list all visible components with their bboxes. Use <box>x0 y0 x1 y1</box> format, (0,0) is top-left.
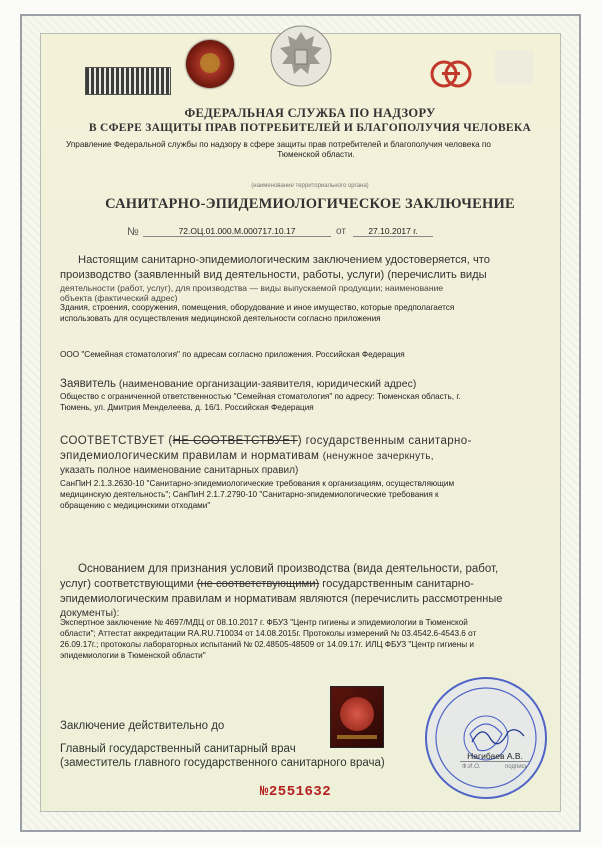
applicant-label-rest: (наименование организации-заявителя, юридический адрес) <box>118 378 417 390</box>
chief-line-1: Главный государственный санитарный врач <box>60 743 296 755</box>
conformity-line-2a: эпидемиологическим правилам и нормативам <box>60 450 320 462</box>
certify-line-3: деятельности (работ, услуг), для производства — виды выпускаемой продукции; наименование <box>60 283 444 293</box>
certify-line-1: Настоящим санитарно-эпидемиологическим заключением удостоверяется, что <box>78 254 491 266</box>
grounds-line-2b: государственным санитарно- <box>322 578 474 590</box>
date-label: от <box>336 226 346 237</box>
signature-icon <box>468 720 528 750</box>
certificate-number: 72.ОЦ.01.000.М.000717.10.17 <box>143 226 331 237</box>
applicant-line-1: Общество с ограниченной ответственностью "Семейная стоматология" по адресу: Тюменская область, г. <box>60 392 461 401</box>
organization-line: ООО "Семейная стоматология" по адресам согласно приложения. Российская Федерация <box>60 350 405 359</box>
security-strip <box>85 67 171 95</box>
coat-of-arms-icon <box>262 18 340 94</box>
certify-line-4: объекта (фактический адрес) <box>60 293 178 303</box>
agency-line-1: ФЕДЕРАЛЬНАЯ СЛУЖБА ПО НАДЗОРУ <box>184 106 436 120</box>
certify-line-2: производство (заявленный вид деятельности, работы, услуги) (перечислить виды <box>60 269 487 281</box>
office-line-1: Управление Федеральной службы по надзору в сфере защиты прав потребителей и благополучия человека по <box>66 140 491 149</box>
object-line-1: Здания, строения, сооружения, помещения, оборудование и иное имущество, которые предполагается <box>60 303 455 312</box>
conformity-line-3: указать полное наименование санитарных правил) <box>60 465 299 476</box>
applicant-label <box>60 378 560 390</box>
chief-line-2: (заместитель главного государственного санитарного врача) <box>60 757 385 769</box>
grounds-line-2a: услуг) соответствующими <box>60 578 194 590</box>
applicant-line-2: Тюмень, ул. Дмитрия Менделеева, д. 16/1. Российская Федерация <box>60 403 314 412</box>
certificate-date: 27.10.2017 г. <box>353 226 433 237</box>
grounds-line-3: эпидемиологическим правилам и нормативам являются (перечислить рассмотренные <box>60 593 503 605</box>
signature-caption: подпись <box>505 764 528 770</box>
hologram-seal-icon <box>186 40 234 88</box>
serial-number: №2551632 <box>260 784 332 800</box>
grounds-line-2 <box>60 577 570 591</box>
grounds-struck: (не соответствующими) <box>196 578 320 590</box>
conformity-rest: государственным санитарно- <box>305 435 472 447</box>
docs-line-2: области"; Аттестат аккредитации RA.RU.710034 от 14.08.2015г. Протоколы измерений № 03.4542.6-4543.6 от <box>60 629 477 638</box>
conformity-struck: НЕ СООТВЕТСТВУЕТ <box>172 435 298 447</box>
rules-line-2: медицинскую деятельность"; СанПиН 2.1.7.2790-10 "Санитарно-эпидемиологические требования к <box>60 490 439 499</box>
office-line-2: Тюменской области. <box>277 150 355 159</box>
document-title: САНИТАРНО-ЭПИДЕМИОЛОГИЧЕСКОЕ ЗАКЛЮЧЕНИЕ <box>105 196 515 212</box>
rules-line-1: СанПиН 2.1.3.2630-10 "Санитарно-эпидемиологические требования к организациям, осуществляющим <box>60 479 455 488</box>
grounds-line-4: документы): <box>60 607 120 619</box>
hologram-sticker-icon <box>330 686 384 748</box>
rules-line-3: обращению с медицинскими отходами" <box>60 501 211 510</box>
office-caption: (наименование территориального органа) <box>251 183 369 189</box>
conformity-line-2 <box>60 450 570 462</box>
conformity-word: СООТВЕТСТВУЕТ <box>60 435 165 447</box>
conformity-line-2b: (ненужное зачеркнуть, <box>322 451 434 462</box>
grounds-line-1: Основанием для признания условий производства (вида деятельности, работ, <box>78 563 499 575</box>
object-line-2: использовать для осуществления медицинской деятельности согласно приложения <box>60 314 381 323</box>
signer-caption: Ф.И.О. <box>462 764 481 770</box>
valid-until: Заключение действительно до <box>60 720 225 732</box>
se-logo-icon <box>428 58 474 90</box>
docs-line-1: Экспертное заключение № 4697/МДЦ от 08.10.2017 г. ФБУЗ "Центр гигиены и эпидемиологии в Тюменской <box>60 618 468 627</box>
applicant-label-main: Заявитель <box>60 378 116 390</box>
blank-mark <box>495 50 533 84</box>
number-label: № <box>127 226 139 238</box>
docs-line-4: эпидемиологии в Тюменской области" <box>60 651 206 660</box>
conformity-line-1: СООТВЕТСТВУЕТ (НЕ СООТВЕТСТВУЕТ) государственным санитарно- <box>60 435 472 447</box>
signer-name: Нагибаев А.В. <box>460 751 530 762</box>
docs-line-3: 26.09.17г.; протоколы лабораторных испытаний № 02.48505-48509 от 14.09.17г. ИЛЦ ФБУЗ "Центр гигиены и <box>60 640 474 649</box>
agency-line-2: В СФЕРЕ ЗАЩИТЫ ПРАВ ПОТРЕБИТЕЛЕЙ И БЛАГОПОЛУЧИЯ ЧЕЛОВЕКА <box>88 122 532 134</box>
